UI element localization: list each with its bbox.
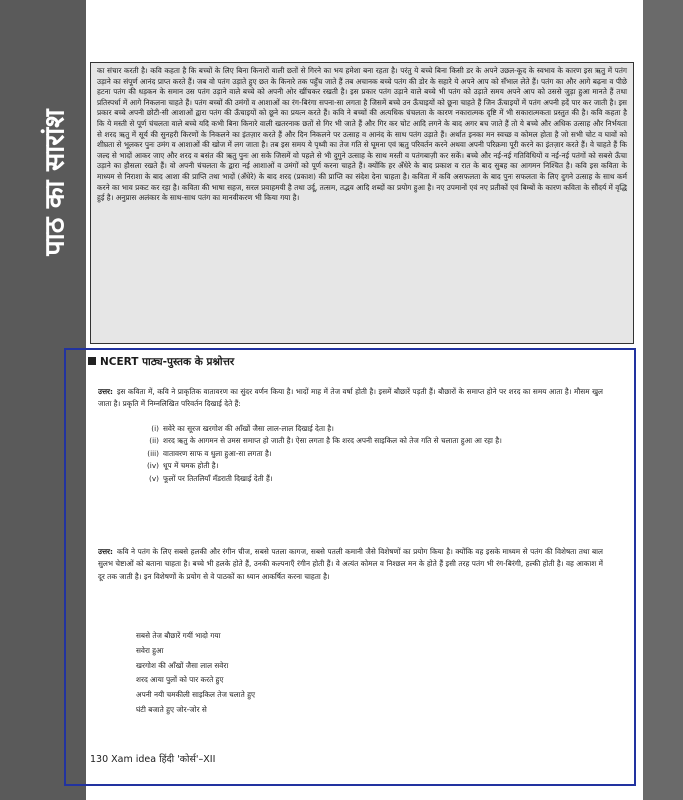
section-side-title: पाठ का सारांश [39,109,71,256]
list-item: शरद आया पुलों को पार करते हुए [136,675,224,685]
square-bullet-icon [88,357,96,365]
list-item: (ii) शरद ऋतु के आगमन से उमस समाप्त हो जाती है। ऐसा लगता है कि शरद अपनी साइकिल को तेज गति से चलाता हुआ आ रहा है। [149,436,502,446]
list-item: (iii) वातावरण साफ व धुला हुआ-सा लगता है। [147,448,272,458]
list-item: खरगोश की आँखों जैसा लाल सवेरा [136,660,229,670]
list-item: घंटी बजाते हुए जोर-जोर से [136,704,207,714]
list-item: अपनी नयी चमकीली साइकिल तेज चलाते हुए [136,690,256,700]
list-item: सवेरा हुआ [136,645,164,655]
answer-2: उत्तर: कवि ने पतंग के लिए सबसे हलकी और रंगीन चीज, सबसे पतला कागज, सबसे पतली कमानी जैसे विशेषणों का प्रयोग किया है। क्योंकि वह इसके माध्यम से पतंग की विशेषता तथा बाल सुलभ चेष्टाओं को बताना चाहता है। बच्चे भी हलके होते हैं, उनकी कल्पनाएँ रंगीन होती हैं। वे अत्यंत कोमल व निश्छल मन के होते हैं इसी तरह पतंग भी रंग-बिरंगी, हल्की होती है। वह आकाश में दूर तक जाती है। इन विशेषणों के प्रयोग से वे पाठकों का ध्यान आकर्षित करना चाहता है। [98,547,603,581]
imagery-lines [136,629,436,718]
list-item: सबसे तेज बौछारें गयीं भादो गया [136,631,221,640]
list-item: (v) फूलों पर तितलियाँ मँडराती दिखाई देती हैं। [148,473,273,483]
right-edge-band [643,0,683,800]
summary-box [90,62,634,344]
qa-heading: NCERT पाठ्य-पुस्तक के प्रश्नोत्तर [88,355,608,369]
list-item: (i) सवेरे का सूरज खरगोश की आँखों जैसा लाल-लाल दिखाई देता है। [151,424,334,433]
answer-1-points [133,423,638,485]
list-item: (iv) धूप में चमक होती है। [146,461,219,471]
answer-1: उत्तर: इस कविता में, कवि ने प्राकृतिक वातावरण का सुंदर वर्णन किया है। भादों माह में तेज वर्षा होती है। इसमें बौछारें पड़ती हैं। बौछारों के समाप्त होने पर शरद का समय आता है। मौसम खुल जाता है। प्रकृति में निम्नलिखित परिवर्तन दिखाई देते हैं: [98,387,603,409]
page-footer: 130 Xam idea हिंदी 'कोर्स'–XII [90,754,216,765]
summary-text: का संचार करती है। कवि कहता है कि बच्चों के लिए बिना किनारों वाली छतों से गिरने का भय हमेशा बना रहता है। परंतु ये बच्चे बिना किसी डर के अपने उछल-कूद के स्वभाव के कारण इस ऋतु में पतंग उड़ाने का संपूर्ण आनंद प्राप्त करते हैं। जब वो पतंग उड़ाते हुए छत के किनारे तक पहुँच जाते हैं तब अचानक बच्चे पतंग की डोर के सहारे ये अपने आप को सँभाल लेते हैं। पतंग का और आगे बढ़ना व पीछे हटना पतंग की धड़कन के समान उस पतंग उड़ाने वाले बच्चे को अपनी ओर खींचकर रखती है। इस प्रकार पतंग उड़ाने वाले बच्चे भी पतंग को उड़ाते समय अपने आप को उससे जुड़ा हुआ मानते हैं तथा प्रतिस्पर्धा में आगे निकलना चाहते हैं। पतंग बच्चों की उमंगों व आशाओं का रंग-बिरंगा सपना-सा लगता है जिसमें बच्चे उन ऊँचाइयों को छूना चाहते हैं जिन ऊँचाइयों में पतंग अपनी हदें पार कर जाती है। इस प्रकार बच्चे अपनी छोटी-सी आशाओं द्वारा पतंग की ऊँचाइयों को छूने का प्रयत्न करते हैं। कवि ने बच्चों की अत्यधिक चंचलता के कारण नकारात्मक दृष्टि में भी सकारात्मकता प्रस्तुत की है। कवि कहता है कि ये मस्ती से पूर्ण चंचलता वाले बच्चे यदि कभी बिना किनारे वाली खतरनाक छतों से गिर भी जाते हैं और गिर कर चोट आदि लगने के बाद अगर बच जाते हैं तो ये बच्चे और अधिक उत्साह और निर्भयता से शरद ऋतु में सूर्य की सुनहरी किरणों के निकलने का इंतज़ार करते हैं और दिन निकलने पर उत्साह व आनंद के साथ पतंग उड़ाते हैं। अर्थात इनका मन स्वच्छ व कोमल होता है जो सभी चोट व घावों को शीघ्रता से भूलकर पुनः उमंग व आशाओं की खोज में लग जाता है। तब इस समय ये पृथ्वी का तेज गति से घूमना एवं ऋतु परिवर्तन करने अथवा अपनी परिक्रमा पूरी करने का इंतज़ार करते हैं। वे चाहते हैं कि जल्द से भादों आकर जाए और शरद व बसंत की ऋतु पुनः आ सके जिसमें वो पहले से भी दुगुने उत्साह के साथ मस्ती व पतंगबाज़ी कर सकें। बच्चे और नई-नई गतिविधियों व नई-नई पतंगों को सबसे ऊँचा उड़ाने का हौसला रखते हैं। वो अपनी चंचलता के द्वारा नई आशाओं व उमंगों को पूर्ण करना चाहते हैं। क्योंकि हर अँधेरे के बाद प्रकाश व रात के बाद सुबह का आगमन निश्चित है। कवि इस कविता के माध्यम से निराशा के बाद आशा की प्राप्ति तथा भादों (अँधेरे) के बाद शरद (प्रकाश) की प्राप्ति का संदेश देना चाहता है। कविता में कवि असफलता के बाद पुनः सफलता के लिए दुगने उत्साह के साथ कर्म करने का भाव प्रकट कर रहा है। कविता की भाषा सहज, सरल प्रवाहमयी है तथा उर्दू, तत्सम, तद्भव आदि शब्दों का प्रयोग हुआ है। नए उपमानों एवं नए प्रतीकों एवं बिम्बों के कारण कविता के सौंदर्य में वृद्धि हुई है। अनुप्रास अलंकार के साथ-साथ पतंग का मानवीकरण भी किया गया है। [97,66,627,203]
